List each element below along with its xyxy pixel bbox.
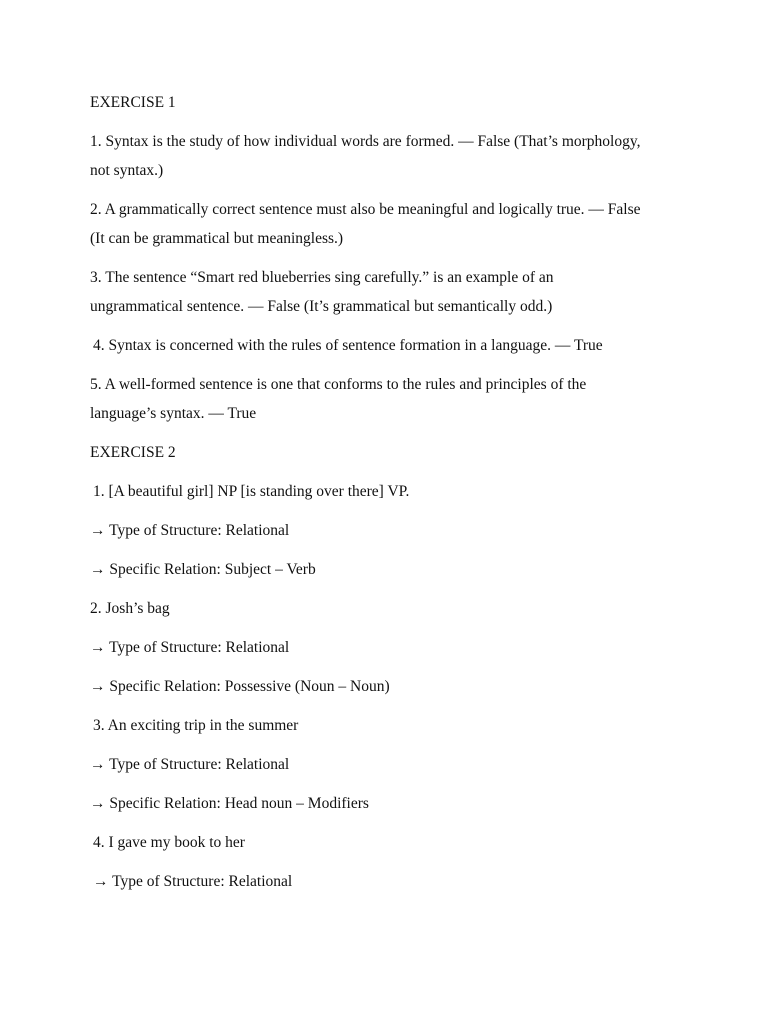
item-line: 3. The sentence “Smart red blueberries sing carefully.” is an example of an: [90, 269, 554, 286]
item-line: not syntax.): [90, 162, 164, 179]
exercise-2-line: 3. An exciting trip in the summer: [93, 717, 299, 734]
item-line: 4. Syntax is concerned with the rules of sentence formation in a language. — True: [93, 337, 603, 354]
exercise-2-line: → Type of Structure: Relational: [90, 639, 290, 656]
exercise-2-line: → Specific Relation: Head noun – Modifiers: [90, 795, 369, 812]
item-line: 5. A well-formed sentence is one that conforms to the rules and principles of the: [90, 376, 587, 393]
exercise-2-line: → Type of Structure: Relational: [93, 873, 293, 890]
exercise-2-line: → Type of Structure: Relational: [90, 522, 290, 539]
document-body: [90, 88, 690, 896]
exercise-1-item-1: [90, 127, 690, 185]
exercise-2-line: 4. I gave my book to her: [93, 834, 245, 851]
exercise-2-line: 1. [A beautiful girl] NP [is standing over there] VP.: [93, 483, 410, 500]
exercise-1-item-3: [90, 263, 690, 321]
exercise-2-line: → Type of Structure: Relational: [90, 756, 290, 773]
exercise-2-heading: EXERCISE 2: [90, 444, 176, 461]
exercise-2-line: → Specific Relation: Subject – Verb: [90, 561, 316, 578]
exercise-2-line: 2. Josh’s bag: [90, 600, 170, 617]
item-line: 2. A grammatically correct sentence must also be meaningful and logically true. — False: [90, 201, 641, 218]
item-line: 1. Syntax is the study of how individual words are formed. — False (That’s morphology,: [90, 133, 641, 150]
exercise-1-item-2: [90, 195, 690, 253]
exercise-2-line: → Specific Relation: Possessive (Noun – Noun): [90, 678, 390, 695]
item-line: (It can be grammatical but meaningless.): [90, 230, 344, 247]
exercise-1-heading: EXERCISE 1: [90, 94, 176, 111]
item-line: language’s syntax. — True: [90, 405, 257, 422]
exercise-1-item-4: [90, 331, 690, 360]
exercise-1-item-5: [90, 370, 690, 428]
item-line: ungrammatical sentence. — False (It’s grammatical but semantically odd.): [90, 298, 553, 315]
